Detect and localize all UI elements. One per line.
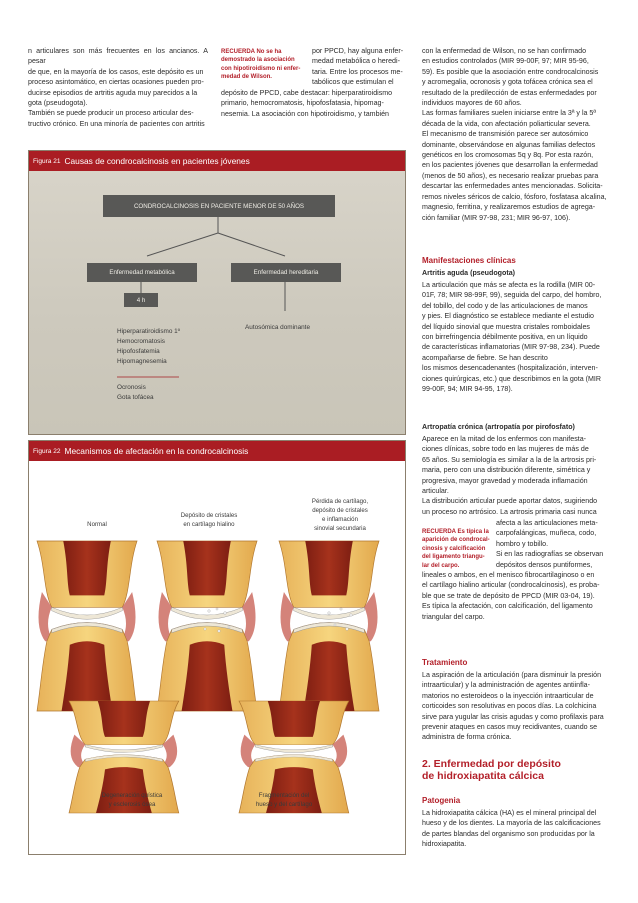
text-line: genéticos en los cromosomas 5q y 8q. Por esta razón,: [422, 151, 594, 160]
text-line: ble que se trate de depósito de PPCD (MIR 03-04, 19).: [422, 591, 595, 600]
list-item: Hipofosfatemia: [117, 348, 160, 355]
list-item: Hemocromatosis: [117, 338, 165, 345]
text-line: acompañarse de fiebre. Se han descrito: [422, 353, 548, 362]
text-line: n articulares son más frecuentes en los ancianos. A pesar: [28, 47, 208, 66]
label-line: sinovial secundaria: [314, 525, 366, 532]
text-line: matorios no esteroideos o la inyección intraarticular de: [422, 691, 594, 700]
text-line: descartar las enfermedades antes mencionadas. Solicita-: [422, 182, 603, 191]
column-3-section-1: [422, 46, 608, 223]
heading-manifestaciones: Manifestaciones clínicas: [422, 256, 516, 265]
note-line: RECUERDA No se ha: [221, 49, 282, 55]
column-3-section-5: [422, 808, 608, 850]
text-line: tructivo crónico. En una minoría de pacientes con artritis: [28, 119, 205, 128]
text-line: un proceso no artrósico. La artrosis primaria casi nunca: [422, 507, 597, 516]
recuerda-note-2: [422, 528, 496, 570]
text-line: 99-00F, 94; MIR 94-95, 178).: [422, 385, 513, 394]
text-line: proceso asintomático, en ciertas ocasiones pueden pro-: [28, 78, 204, 87]
figure-22: [28, 440, 406, 855]
heading-line: 2. Enfermedad por depósito: [422, 758, 561, 770]
text-line: depósito de PPCD, cabe destacar: hiperparatiroidismo: [221, 89, 393, 97]
label-line: en cartílago hialino: [183, 521, 235, 528]
metabolic-list: [117, 327, 180, 367]
text-line: También se puede producir un proceso articular des-: [28, 109, 194, 118]
list-item: Hiperparatiroidismo 1º: [117, 328, 181, 335]
text-line: taria. Entre los procesos me-: [312, 67, 403, 76]
text-line: Las formas familiares suelen iniciarse entre la 3ª y la 5ª: [422, 109, 597, 118]
figure-number: Figura 21: [33, 157, 61, 165]
text-line: con la enfermedad de Wilson, no se han confirmado: [422, 47, 587, 55]
text-line: depósitos densos puntiformes,: [496, 560, 593, 569]
text-line: tabólicos que estimulan el: [312, 78, 394, 87]
text-line: de que, en la mayoría de los casos, este depósito es un: [28, 67, 204, 76]
list-item: Hipomagnesemia: [117, 358, 167, 365]
text-line: hombro y tobillo.: [496, 539, 549, 548]
heading-line: de hidroxiapatita cálcica: [422, 770, 544, 782]
text-line: dominante, observándose en algunas familias defectos: [422, 140, 596, 149]
text-line: los mismos desencadenantes (hospitalización, interven-: [422, 364, 598, 373]
text-line: lineales o ambos, en el menisco fibrocartilaginoso o en: [422, 571, 595, 579]
text-line: (menos de 50 años), es necesario realizar pruebas para: [422, 171, 599, 180]
text-line: de partes blandas del organismo son producidas por la: [422, 829, 595, 838]
text-line: maria, pero con una distribución diferente, simétrica y: [422, 466, 591, 475]
metabolic-list-2: [117, 383, 154, 403]
text-line: corticoides son resolutivas en pocos días. La colchicina: [422, 702, 597, 711]
text-line: afecta a las articulaciones meta-: [496, 519, 598, 527]
heading-cronica: Artropatía crónica (artropatía por pirofosfato): [422, 423, 575, 431]
text-line: medad metabólica o heredi-: [312, 57, 400, 66]
note-line: cinosis y calcificación: [422, 545, 486, 552]
note-line: medad de Wilson.: [221, 74, 272, 81]
text-line: magnesio, ferritina, y realizaremos estudios de agrega-: [422, 203, 596, 212]
figure-number: Figura 22: [33, 447, 61, 455]
text-line: con birrefringencia débilmente positiva, en un líquido: [422, 333, 588, 342]
note-line: del ligamento triangu-: [422, 554, 485, 561]
section-heading-2: [422, 758, 561, 782]
text-line: nesemia. La asociación con hipotiroidismo, y también: [221, 109, 389, 118]
note-line: con hipotiroidismo ni enfer-: [221, 65, 301, 72]
text-line: intraarticular) y la administración de agentes antiinfla-: [422, 681, 590, 690]
figure-21: [28, 150, 406, 435]
label-line: Depósito de cristales: [180, 512, 238, 519]
label-line: Pérdida de cartílago,: [311, 498, 369, 505]
text-line: 01F, 78; MIR 98-99F, 99), seguida del carpo, del hombro,: [422, 291, 602, 300]
label-line: hueso y del cartílago: [255, 801, 313, 808]
text-line: 59). Es posible que la asociación entre condrocalcinosis: [422, 67, 599, 76]
text-line: La distribución articular puede aportar datos, sugiriendo: [422, 497, 598, 506]
column-3-section-4: [422, 670, 608, 743]
text-line: articular.: [422, 487, 449, 496]
text-line: Si en las radiografías se observan: [496, 550, 604, 559]
text-line: Es típica la afectación, con calcificación, del ligamento: [422, 602, 593, 611]
text-line: ciones clínicas, sobre todo en las mujeres de más de: [422, 445, 589, 454]
text-line: triangular del carpo.: [422, 612, 485, 621]
text-line: hidroxiapatita.: [422, 840, 467, 849]
column-2-text: [221, 88, 406, 119]
top-box: CONDROCALCINOSIS EN PACIENTE MENOR DE 50 AÑOS: [103, 195, 335, 217]
text-line: progresiva, mayor gravedad y moderada inflamación: [422, 476, 588, 485]
text-line: Aparece en la mitad de los enfermos con manifesta-: [422, 435, 587, 443]
hereditary-box: Enfermedad hereditaria: [231, 263, 341, 282]
label-normal: Normal: [87, 521, 107, 528]
text-line: hueso y de los dientes. La mayoría de las calcificaciones: [422, 819, 601, 828]
hereditary-label: Autosómica dominante: [245, 324, 311, 331]
label-line: y esclerosis ósea: [108, 801, 156, 808]
column-3-section-3b: [422, 570, 608, 622]
text-line: La articulación que más se afecta es la rodilla (MIR 00-: [422, 281, 596, 289]
text-line: resultado de la predilección de estas enfermedades por: [422, 88, 597, 97]
text-line: gota (pseudogota).: [28, 99, 88, 108]
note-line: aparición de condrocal-: [422, 537, 490, 544]
text-line: del tobillo, del codo y de las articulaciones de manos: [422, 301, 588, 310]
note-line: demostrado la asociación: [221, 57, 295, 64]
text-line: y pies. El diagnóstico se establece mediante el estudio: [422, 312, 594, 321]
note-line: RECUERDA Es típica la: [422, 529, 489, 535]
list-item: Gota tofácea: [117, 394, 154, 401]
flow-connectors: [29, 151, 407, 436]
text-line: 65 años. Su semiología es similar a la de la artrosis pri-: [422, 455, 597, 464]
text-line: El mecanismo de transmisión parece ser autosómico: [422, 130, 589, 139]
text-line: ciones quirúrgicas, etc.) que describimos en la gota (MIR: [422, 374, 601, 383]
badge-4h: 4 h: [124, 293, 158, 307]
column-3-section-3: [422, 434, 608, 517]
text-line: por PPCD, hay alguna enfer-: [312, 47, 404, 55]
text-line: administra de forma crónica.: [422, 733, 512, 742]
text-line: individuos mayores de 60 años.: [422, 99, 522, 108]
text-line: el cartílago hialino articular (condrocalcinosis), es proba-: [422, 581, 600, 590]
text-line: La aspiración de la articulación (para disminuir la presión: [422, 671, 602, 679]
note-line: lar del carpo.: [422, 562, 460, 569]
text-line: del líquido sinovial que muestra cristales romboidales: [422, 322, 590, 331]
heading-artritis: Artritis aguda (pseudogota): [422, 269, 516, 277]
text-line: primario, hemocromatosis, hipofosfatasia, hipomag-: [221, 99, 384, 108]
heading-patogenia: Patogenia: [422, 796, 461, 805]
text-line: y acromegalia, ocronosis y gota tofácea crónica sea el: [422, 78, 593, 87]
recuerda-note-1: [221, 48, 311, 82]
column-3-wrap-text: [496, 518, 608, 570]
label-line: Degeneración quística: [101, 792, 163, 799]
text-line: sirve para yugular las crisis agudas y como profilaxis para: [422, 712, 604, 721]
figure-title: Causas de condrocalcinosis en pacientes jóvenes: [64, 156, 250, 166]
heading-tratamiento: Tratamiento: [422, 658, 468, 667]
text-line: en los pacientes jóvenes que desarrollan la enfermedad: [422, 161, 598, 170]
text-line: en estudios controlados (MIR 99-00F, 97; MIR 95-96,: [422, 57, 589, 66]
text-line: prevenir ataques en casos muy recidivantes, cuando se: [422, 723, 598, 732]
text-line: década de la vida, con afectación poliarticular severa.: [422, 119, 591, 128]
column-3-section-2: [422, 280, 608, 394]
text-line: La hidroxiapatita cálcica (HA) es el mineral principal del: [422, 809, 597, 817]
label-fragmentacion: [229, 791, 339, 809]
label-line: e inflamación: [322, 516, 358, 523]
text-line: ducirse episodios de artritis aguda muy parecidos a la: [28, 88, 198, 97]
list-item: Ocronosis: [117, 384, 146, 391]
text-line: de características inflamatorias (MIR 97-98, 234). Puede: [422, 343, 600, 352]
column-2-right-text: [312, 46, 406, 88]
text-line: remos niveles séricos de calcio, fósforo, fosfatasa alcalina,: [422, 192, 607, 201]
label-line: depósito de cristales: [312, 507, 368, 514]
metabolic-box: Enfermedad metabólica: [87, 263, 197, 282]
label-line: Fragmentación del: [258, 792, 310, 799]
text-line: ción familiar (MIR 97-98, 231; MIR 96-97, 106).: [422, 213, 571, 222]
column-1-text: [28, 46, 208, 129]
text-line: carpofalángicas, muñeca, codo,: [496, 529, 597, 538]
figure-title: Mecanismos de afectación en la condrocalcinosis: [64, 446, 249, 456]
label-degeneracion: [77, 791, 187, 809]
